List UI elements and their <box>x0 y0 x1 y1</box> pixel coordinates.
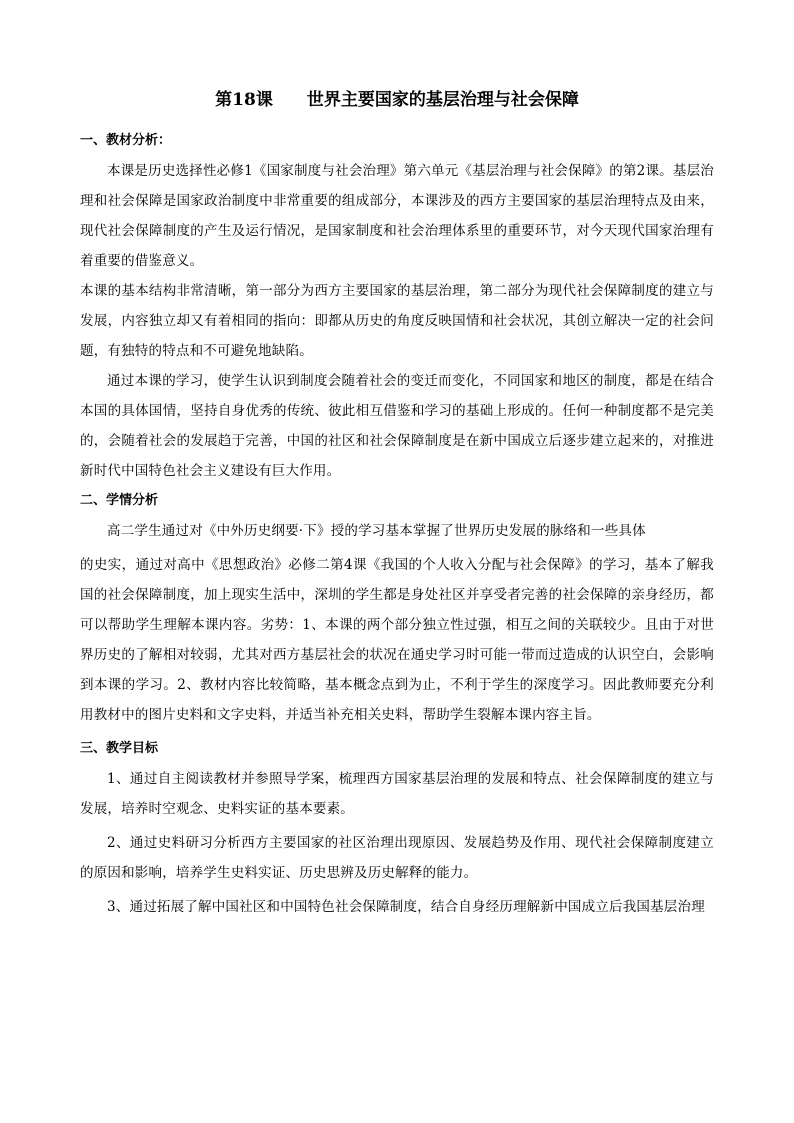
objective-item-3: 3、通过拓展了解中国社区和中国特色社会保障制度，结合自身经历理解新中国成立后我国基层治理 <box>107 899 705 915</box>
paragraph-lesson-structure: 本课的基本结构非常清晰，第一部分为西方主要国家的基层治理，第二部分为现代社会保障制度的建立与发展，内容独立却又有着相同的指向：即都从历史的角度反映国情和社会状况，其创立解决一定的社会问题，有独特的特点和不可避免地缺陷。 <box>80 283 714 359</box>
section-heading-textbook-analysis: 一、教材分析： <box>80 133 172 148</box>
section-heading-teaching-objectives: 三、教学目标 <box>80 741 159 756</box>
document-title: 第18课 世界主要国家的基层治理与社会保障 <box>215 90 579 110</box>
section-textbook-analysis <box>80 126 714 486</box>
paragraph-student-background-continued: 的史实，通过对高中《思想政治》必修二第4课《我国的个人收入分配与社会保障》的学习，基本了解我国的社会保障制度，加上现实生活中，深圳的学生都是身处社区并享受者完善的社会保障的亲身经历，都可以帮助学生理解本课内容。劣势：1、本课的两个部分独立性过强，相互之间的关联较少。且由于对世界历史的了解相对较弱，尤其对西方基层社会的状况在通史学习时可能一带而过造成的认识空白，会影响到本课的学习。2、教材内容比较简略，基本概念点到为止，不利于学生的深度学习。因此教师要充分利用教材中的图片史料和文字史料，并适当补充相关史料，帮助学生裂解本课内容主旨。 <box>80 557 714 723</box>
objective-item-2: 2、通过史料研习分析西方主要国家的社区治理出现原因、发展趋势及作用、现代社会保障制度建立的原因和影响，培养学生史料实证、历史思辨及历史解释的能力。 <box>80 835 714 881</box>
paragraph-lesson-purpose: 通过本课的学习，使学生认识到制度会随着社会的变迁而变化，不同国家和地区的制度，都是在结合本国的具体国情，坚持自身优秀的传统、彼此相互借鉴和学习的基础上形成的。任何一种制度都不是完美的，会随着社会的发展趋于完善，中国的社区和社会保障制度是在新中国成立后逐步建立起来的，对推进新时代中国特色社会主义建设有巨大作用。 <box>80 373 714 479</box>
section-student-analysis <box>80 486 714 730</box>
objective-item-1: 1、通过自主阅读教材并参照导学案，梳理西方国家基层治理的发展和特点、社会保障制度的建立与发展，培养时空观念、史料实证的基本要素。 <box>80 771 714 817</box>
paragraph-lesson-overview: 本课是历史选择性必修1《国家制度与社会治理》第六单元《基层治理与社会保障》的第2课。基层治理和社会保障是国家政治制度中非常重要的组成部分，本课涉及的西方主要国家的基层治理特点及由来，现代社会保障制度的产生及运行情况，是国家制度和社会治理体系里的重要环节，对今天现代国家治理有着重要的借鉴意义。 <box>80 163 714 269</box>
section-heading-student-analysis: 二、学情分析 <box>80 493 159 508</box>
paragraph-student-background-start: 高二学生通过对《中外历史纲要·下》授的学习基本掌握了世界历史发展的脉络和一些具体 <box>107 523 646 539</box>
section-teaching-objectives <box>80 734 714 922</box>
document-page <box>80 88 714 922</box>
